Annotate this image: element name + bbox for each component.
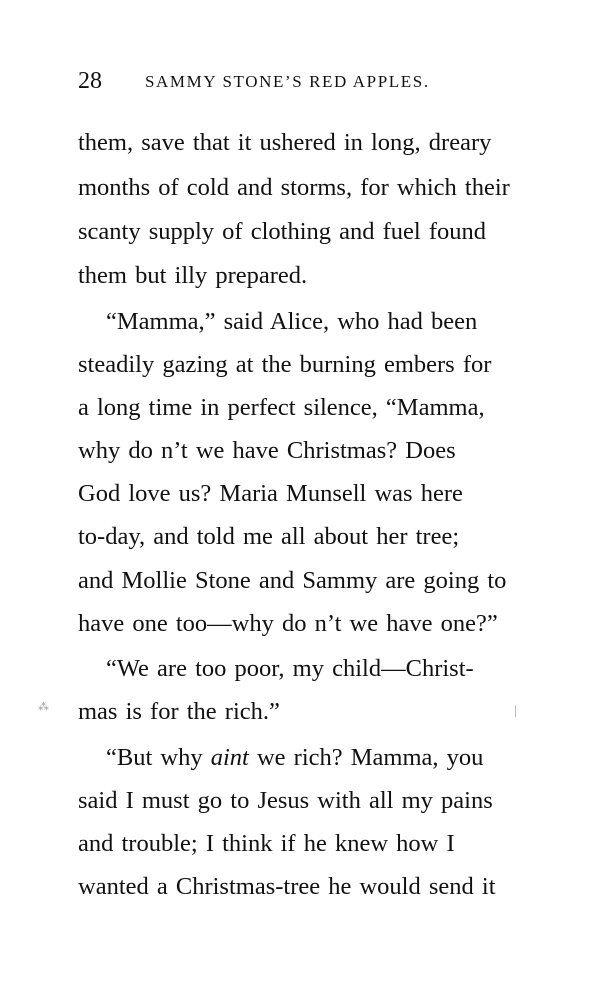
text-line: them but illy prepared. — [78, 262, 308, 289]
text-line: “We are too poor, my child—Christ- — [106, 655, 474, 682]
text-line: and Mollie Stone and Sammy are going to — [78, 567, 507, 594]
text-line: have one too—why do n’t we have one?” — [78, 610, 498, 637]
text-line: to-day, and told me all about her tree; — [78, 523, 460, 550]
page-number: 28 — [78, 68, 102, 94]
text-line: them, save that it ushered in long, dreary — [78, 129, 492, 156]
running-title: SAMMY STONE’S RED APPLES. — [145, 72, 430, 91]
text-line: and trouble; I think if he knew how I — [78, 830, 455, 857]
italic-word: aint — [210, 744, 249, 771]
scan-speck: ⁂ — [38, 700, 49, 713]
page-header — [78, 66, 568, 96]
text-line: “Mamma,” said Alice, who had been — [106, 308, 478, 335]
text-line: steadily gazing at the burning embers for — [78, 351, 492, 378]
text-line: mas is for the rich.” — [78, 698, 280, 725]
text-line: why do n’t we have Christmas? Does — [78, 437, 456, 464]
text-line: months of cold and storms, for which their — [78, 174, 510, 201]
text-line: God love us? Maria Munsell was here — [78, 480, 463, 507]
scan-tick — [515, 705, 516, 717]
text-line: “But why aint we rich? Mamma, you — [106, 744, 484, 771]
text-line: wanted a Christmas-tree he would send it — [78, 873, 496, 900]
text-line: a long time in perfect silence, “Mamma, — [78, 394, 485, 421]
text-line: said I must go to Jesus with all my pains — [78, 787, 493, 814]
text-line: scanty supply of clothing and fuel found — [78, 218, 487, 245]
